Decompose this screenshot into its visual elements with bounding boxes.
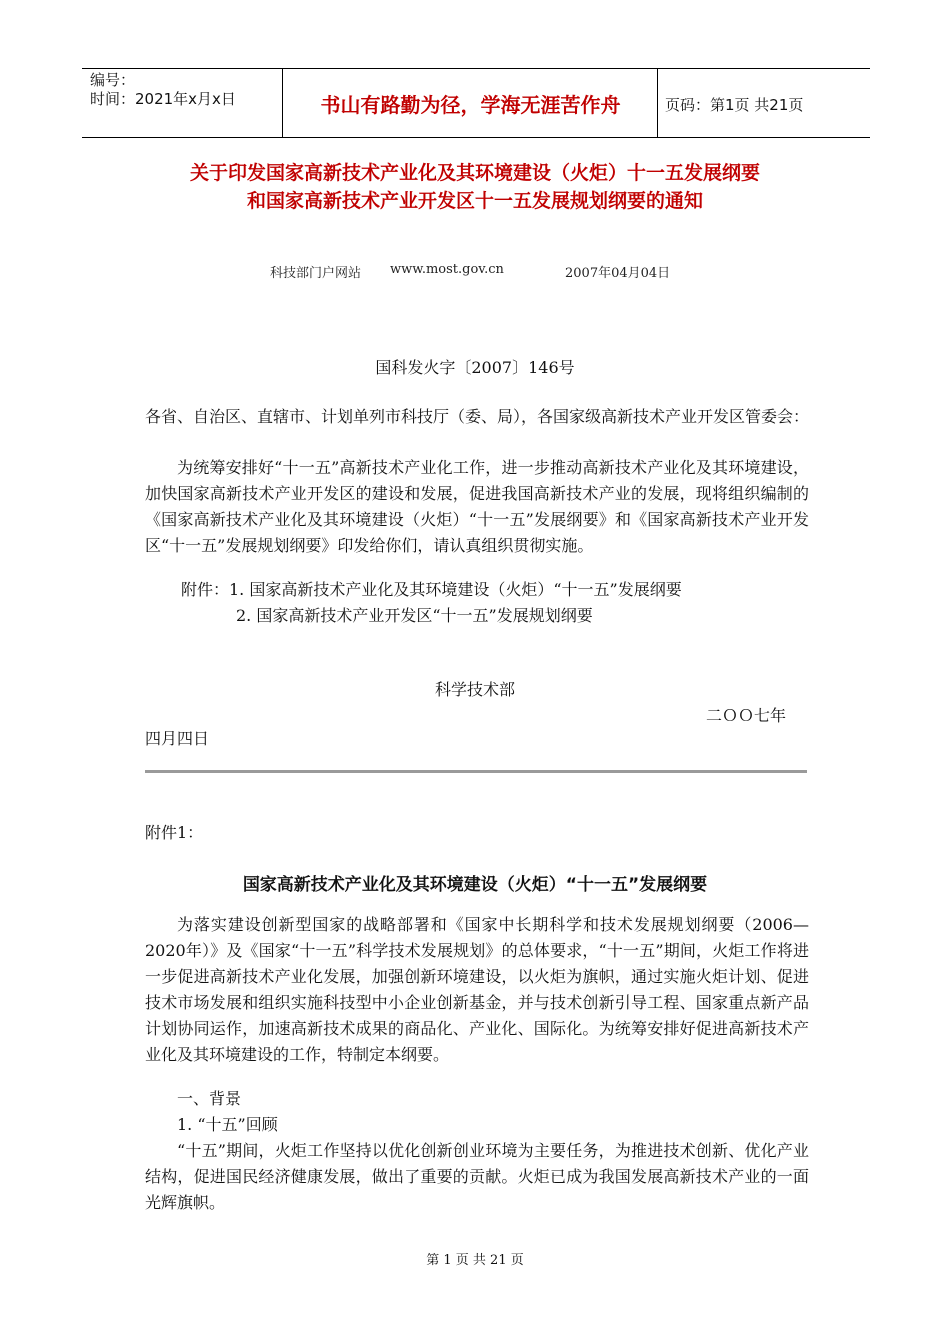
- date-monthday: 四月四日: [145, 729, 210, 748]
- notice-title-line-2: 和国家高新技术产业开发区十一五发展规划纲要的通知: [246, 190, 703, 212]
- section-divider: [145, 770, 807, 773]
- attachment-item-2: 2. 国家高新技术产业开发区“十一五”发展规划纲要: [236, 606, 593, 625]
- time-label: 时间：2021年x月x日: [90, 90, 236, 108]
- notice-body: 为统筹安排好“十一五”高新技术产业化工作，进一步推动高新技术产业化及其环境建设，加快国家高新技术产业开发区的建设和发展，促进我国高新技术产业的发展，现将组织编制的《国家高新技术产业化及其环境建设（火炬）“十一五”发展纲要》和《国家高新技术产业开发区“十一五”发展规划纲要》印发给你们，请认真组织贯彻实施。: [145, 458, 809, 555]
- section-heading-review: 1. “十五”回顾: [177, 1115, 278, 1134]
- document-header: [82, 68, 870, 138]
- signature: 科学技术部: [434, 680, 515, 699]
- attachment-title: 国家高新技术产业化及其环境建设（火炬）“十一五”发展纲要: [242, 875, 708, 895]
- review-paragraph: “十五”期间，火炬工作坚持以优化创新创业环境为主要任务，为推进技术创新、优化产业结构，促进国民经济健康发展，做出了重要的贡献。火炬已成为我国发展高新技术产业的一面光辉旗帜。: [145, 1141, 809, 1212]
- attachment-intro: 为落实建设创新型国家的战略部署和《国家中长期科学和技术发展规划纲要（2006—2020年）》及《国家“十一五”科学技术发展规划》的总体要求，“十一五”期间，火炬工作将进一步促进高新技术产业化发展，加强创新环境建设，以火炬为旗帜，通过实施火炬计划、促进技术市场发展和组织实施科技型中小企业创新基金，并与技术创新引导工程、国家重点新产品计划协同运作，加速高新技术成果的商品化、产业化、国际化。为统筹安排好促进高新技术产业化及其环境建设的工作，特制定本纲要。: [145, 915, 809, 1064]
- section-heading-background: 一、背景: [177, 1089, 242, 1108]
- date-year: 二ＯＯ七年: [706, 706, 787, 725]
- attachment-label: 附件1：: [145, 823, 204, 842]
- header-motto: 书山有路勤为径，学海无涯苦作舟: [320, 93, 621, 117]
- doc-number: 国科发火字〔2007〕146号: [375, 358, 575, 377]
- notice-title-line-1: 关于印发国家高新技术产业化及其环境建设（火炬）十一五发展纲要: [189, 162, 760, 184]
- header-meta: [90, 71, 236, 109]
- source-url: www.most.gov.cn: [390, 262, 504, 277]
- source-site: 科技部门户网站: [270, 266, 362, 281]
- header-page-info: 页码：第1页 共21页: [665, 96, 804, 114]
- source-date: 2007年04月04日: [565, 266, 671, 281]
- addressee: 各省、自治区、直辖市、计划单列市科技厅（委、局），各国家级高新技术产业开发区管委会：: [145, 407, 810, 426]
- serial-label: 编号：: [90, 71, 136, 89]
- attachment-item-1: 附件：1. 国家高新技术产业化及其环境建设（火炬）“十一五”发展纲要: [181, 580, 682, 599]
- page-footer: 第 1 页 共 21 页: [426, 1253, 524, 1268]
